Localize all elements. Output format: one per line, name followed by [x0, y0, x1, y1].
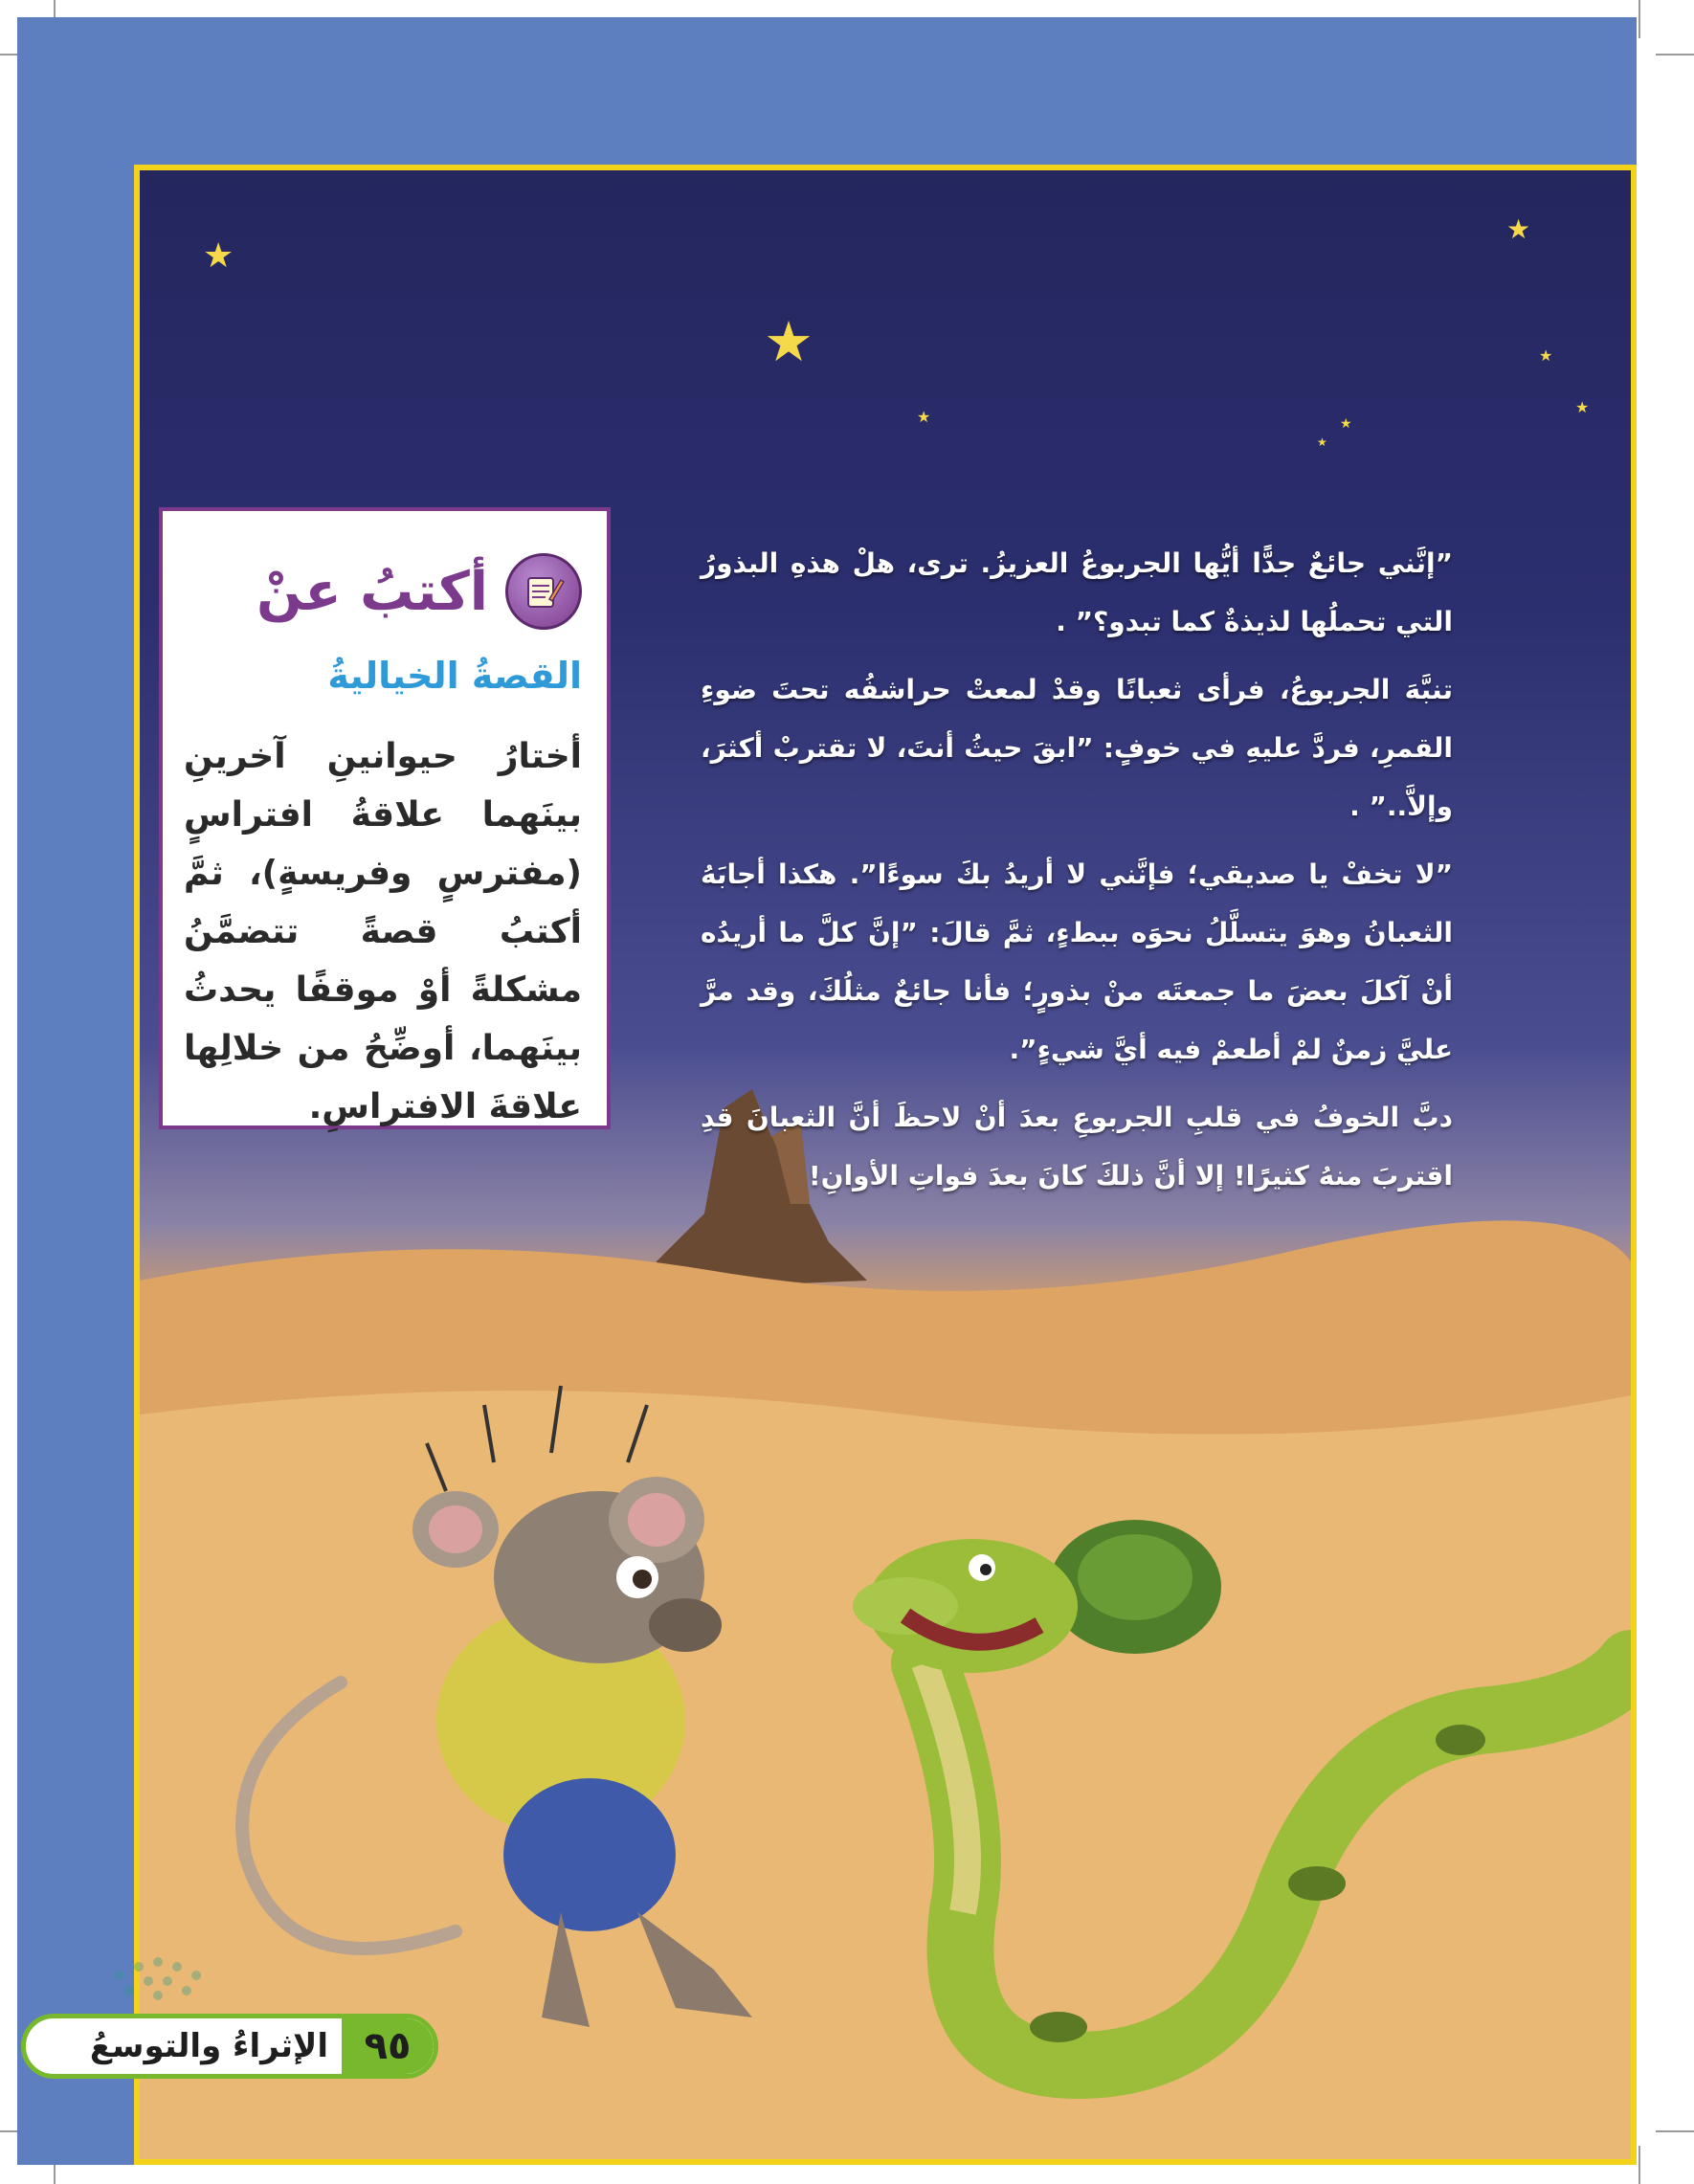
page-number: ٩٥	[342, 2018, 434, 2074]
crop-mark	[1656, 54, 1694, 56]
crop-mark	[1638, 0, 1640, 38]
story-paragraph-1: ”إنَّني جائعٌ جدًّا أيُّها الجربوعُ العزيزُ. ترى، هلْ هذهِ البذورُ التي تحملُها لذيذةٌ كما تبدو؟” .	[701, 547, 1453, 637]
write-about-instructions: أختارُ حيوانينِ آخرينِ بينَهما علاقةُ افتراسٍ (مفترسٍ وفريسةٍ)، ثمَّ أكتبُ قصةً تتضمَّنُ مشكلةً أوْ موقفًا يحدثُ بينَهما، أوضِّحُ من خلالِها علاقةَ الافتراسِ.	[184, 737, 582, 1126]
star-icon: ★	[1317, 435, 1327, 449]
crop-mark	[1638, 2146, 1640, 2184]
story-text	[701, 534, 1453, 1215]
story-paragraph-2: تنبَّهَ الجربوعُ، فرأى ثعبانًا وقدْ لمعتْ حراشفُه تحتَ ضوءِ القمرِ، فردَّ عليهِ في خوفٍ: ”ابقَ حيثُ أنتَ، لا تقتربْ أكثرَ، وإلاَّ..” .	[701, 674, 1453, 822]
section-label: الإثراءُ والتوسعُ	[89, 2027, 328, 2065]
star-icon: ★	[917, 408, 931, 426]
write-about-heading	[256, 553, 582, 630]
star-icon: ★	[1340, 416, 1352, 432]
star-icon: ★	[203, 236, 234, 276]
story-paragraph-3: ”لا تخفْ يا صديقي؛ فإنَّني لا أريدُ بكَ سوءًا”. هكذا أجابَهُ الثعبانُ وهوَ يتسلَّلُ نحوَه ببطءٍ، ثمَّ قالَ: ”إنَّ كلَّ ما أريدُه أنْ آكلَ بعضَ ما جمعتَه منْ بذورٍ؛ فأنا جائعٌ مثلُكَ، وقد مرَّ عليَّ زمنٌ لمْ أطعمْ فيه أيَّ شيءٍ”.	[701, 858, 1453, 1065]
write-about-box	[159, 507, 611, 1129]
write-about-title: أكتبُ عنْ	[256, 560, 488, 623]
crop-mark	[1656, 2130, 1694, 2132]
write-about-subtitle: القصةُ الخياليةُ	[327, 655, 582, 697]
write-notebook-icon	[505, 553, 582, 630]
star-icon: ★	[1506, 213, 1531, 245]
star-icon: ★	[764, 309, 814, 374]
star-icon: ★	[1575, 398, 1590, 416]
page-footer-badge	[21, 2014, 438, 2079]
story-paragraph-4: دبَّ الخوفُ في قلبِ الجربوعِ بعدَ أنْ لاحظَ أنَّ الثعبانَ قدِ اقتربَ منهُ كثيرًا! إلا أنَّ ذلكَ كانَ بعدَ فواتِ الأوانِ!	[701, 1102, 1453, 1192]
star-icon: ★	[1539, 346, 1553, 365]
